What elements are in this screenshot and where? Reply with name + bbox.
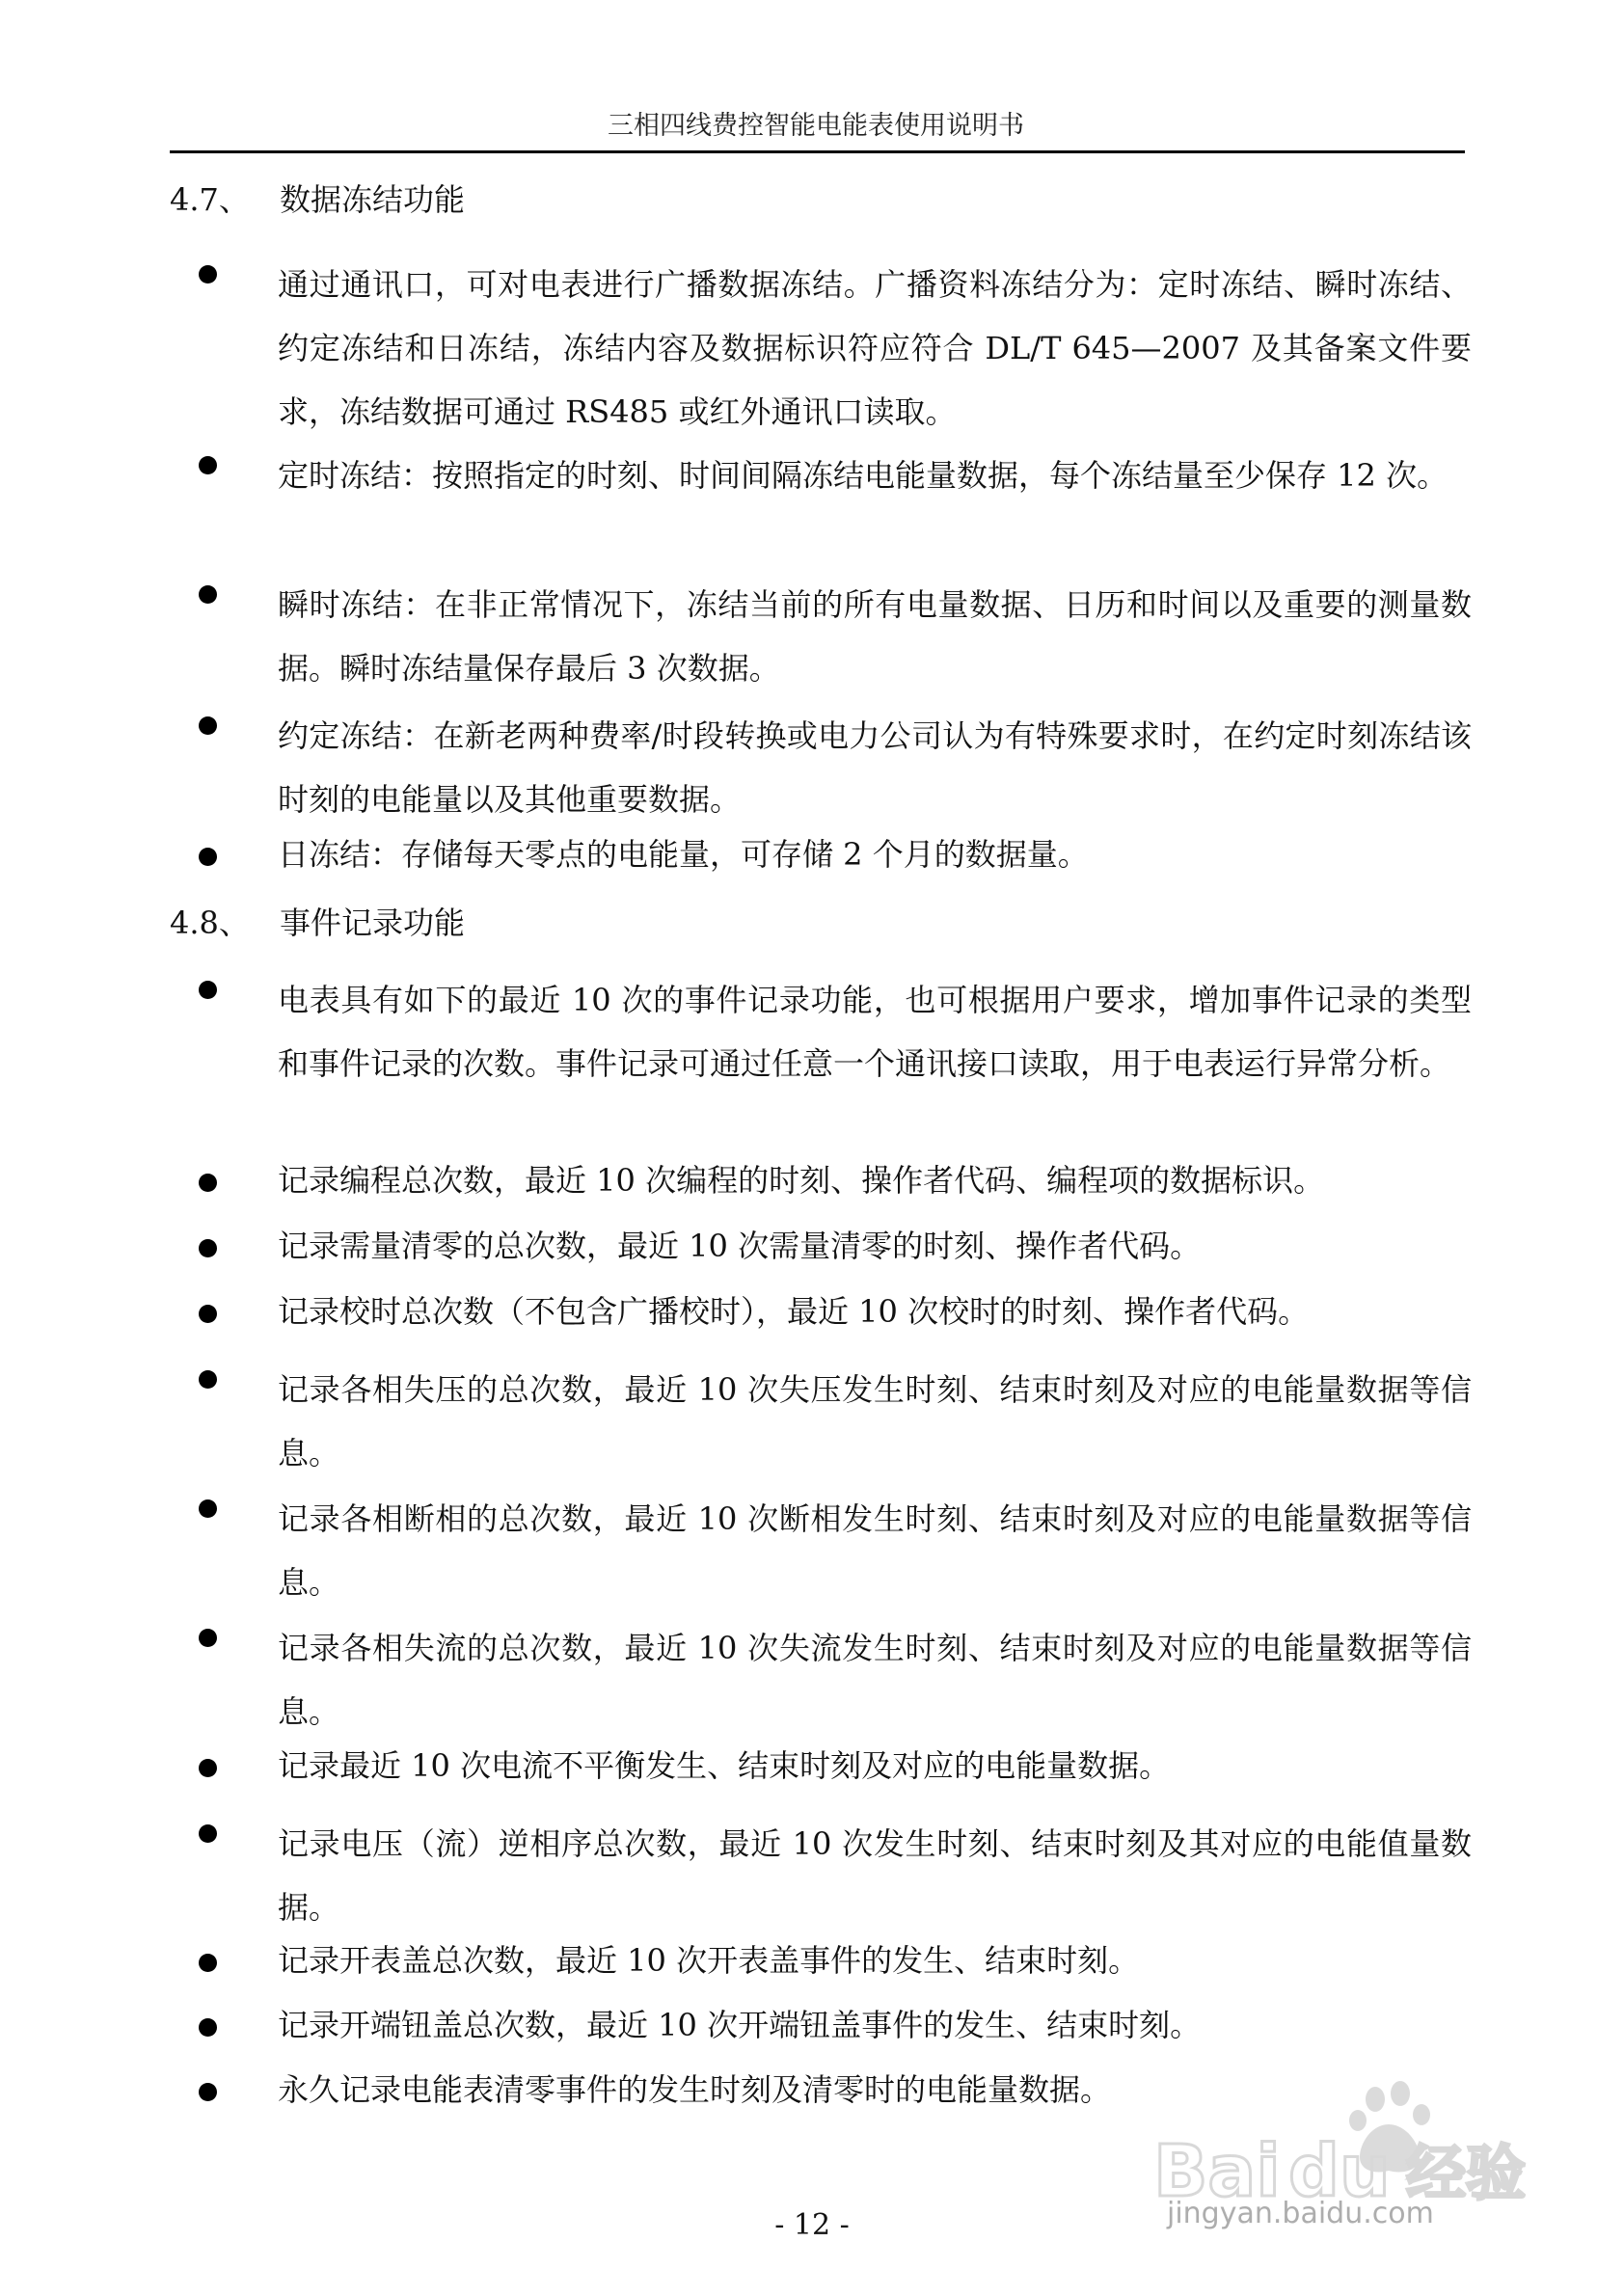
list-item-text: 记录需量清零的总次数，最近 10 次需量清零的时刻、操作者代码。	[278, 1228, 1202, 1264]
bullet-icon	[199, 2083, 217, 2101]
svg-text:Bai: Bai	[1153, 2130, 1281, 2213]
bullet-icon	[199, 1629, 217, 1647]
list-item-text: 记录校时总次数（不包含广播校时），最近 10 次校时的时刻、操作者代码。	[278, 1293, 1310, 1330]
list-item-text: 记录开表盖总次数，最近 10 次开表盖事件的发生、结束时刻。	[278, 1942, 1140, 1979]
bullet-icon	[199, 1954, 217, 1972]
section-title: 数据冻结功能	[280, 181, 466, 218]
section-number: 4.8、	[170, 905, 250, 941]
list-item-text: 电表具有如下的最近 10 次的事件记录功能，也可根据用户要求，增加事件记录的类型和事件记录的次数。事件记录可通过任意一个通讯接口读取，用于电表运行异常分析。	[278, 982, 1472, 1082]
list-item-text: 记录各相断相的总次数，最近 10 次断相发生时刻、结束时刻及对应的电能量数据等信息。	[278, 1500, 1472, 1601]
bullet-icon	[199, 2018, 217, 2037]
bullet-icon	[199, 1824, 217, 1843]
section-number: 4.7、	[170, 181, 250, 218]
svg-text:du: du	[1288, 2130, 1391, 2213]
bullet-icon	[199, 265, 217, 284]
list-item-text: 永久记录电能表清零事件的发生时刻及清零时的电能量数据。	[278, 2071, 1112, 2108]
list-item-text: 记录各相失压的总次数，最近 10 次失压发生时刻、结束时刻及对应的电能量数据等信息。	[278, 1371, 1472, 1472]
list-item-text: 定时冻结：按照指定的时刻、时间间隔冻结电能量数据，每个冻结量至少保存 12 次。	[278, 457, 1448, 494]
bullet-icon	[199, 1305, 217, 1323]
list-item-text: 记录电压（流）逆相序总次数，最近 10 次发生时刻、结束时刻及其对应的电能值量数据。	[278, 1825, 1472, 1926]
list-item-text: 记录编程总次数，最近 10 次编程的时刻、操作者代码、编程项的数据标识。	[278, 1162, 1325, 1199]
bullet-icon	[199, 456, 217, 474]
bullet-icon	[199, 848, 217, 866]
header-rule	[170, 150, 1465, 153]
page-number: - 12 -	[774, 2208, 850, 2242]
bullet-icon	[199, 1239, 217, 1257]
watermark-url: jingyan.baidu.com	[1167, 2197, 1434, 2230]
list-item-text: 记录最近 10 次电流不平衡发生、结束时刻及对应的电能量数据。	[278, 1747, 1171, 1784]
section-heading-4-8	[170, 904, 465, 942]
bullet-icon	[199, 1370, 217, 1389]
list-item-text: 通过通讯口，可对电表进行广播数据冻结。广播资料冻结分为：定时冻结、瞬时冻结、约定冻结和日冻结，冻结内容及数据标识符应符合 DL/T 645—2007 及其备案文件要求，冻结数据可通过 RS485 或红外通讯口读取。	[278, 266, 1472, 430]
bullet-icon	[199, 1174, 217, 1192]
bullet-icon	[199, 981, 217, 999]
bullet-icon	[199, 1759, 217, 1777]
list-item-text: 记录各相失流的总次数，最近 10 次失流发生时刻、结束时刻及对应的电能量数据等信息。	[278, 1630, 1472, 1730]
list-item-text: 日冻结：存储每天零点的电能量，可存储 2 个月的数据量。	[278, 836, 1089, 873]
svg-text:经验: 经验	[1406, 2138, 1527, 2208]
list-item-text: 瞬时冻结：在非正常情况下，冻结当前的所有电量数据、日历和时间以及重要的测量数据。瞬时冻结量保存最后 3 次数据。	[278, 586, 1472, 687]
bullet-icon	[199, 585, 217, 604]
list-item-text: 约定冻结：在新老两种费率/时段转换或电力公司认为有特殊要求时，在约定时刻冻结该时刻的电能量以及其他重要数据。	[278, 717, 1472, 818]
list-item-text: 记录开端钮盖总次数，最近 10 次开端钮盖事件的发生、结束时刻。	[278, 2007, 1202, 2043]
bullet-icon	[199, 1499, 217, 1518]
section-title: 事件记录功能	[280, 905, 466, 941]
page-header-title: 三相四线费控智能电能表使用说明书	[608, 111, 1024, 141]
section-heading-4-7	[170, 180, 465, 219]
bullet-icon	[199, 716, 217, 735]
